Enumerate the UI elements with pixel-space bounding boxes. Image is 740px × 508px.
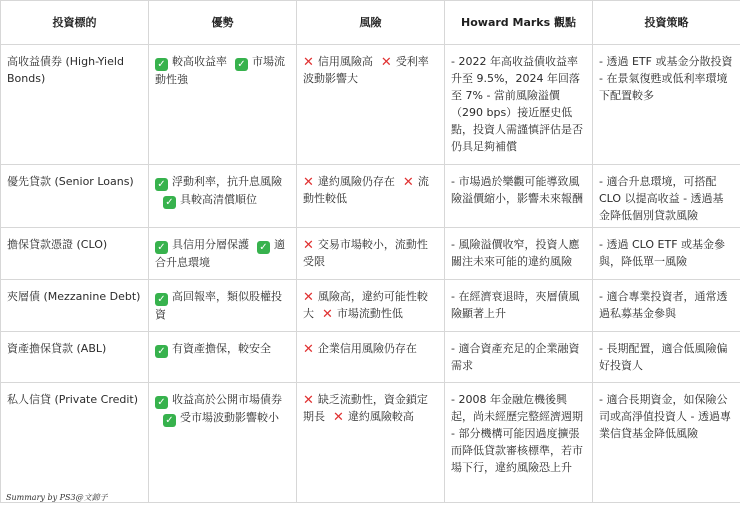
pros-cell: [149, 280, 297, 332]
check-mark-icon: ✓: [155, 241, 168, 254]
pro-text: 較高收益率: [172, 55, 227, 68]
marks-view-cell: - 2022 年高收益債收益率升至 9.5%，2024 年回落至 7% - 當前風險溢價（290 bps）接近歷史低點，投資人需謹慎評估是否仍具足夠補償: [445, 45, 593, 165]
con-text: 交易市場較小，流動性受限: [303, 238, 428, 268]
strategy-cell: - 透過 CLO ETF 或基金參與，降低單一風險: [593, 228, 740, 280]
pros-cell: [149, 165, 297, 228]
check-mark-icon: ✓: [155, 293, 168, 306]
table-row: [1, 332, 740, 383]
check-mark-icon: ✓: [155, 178, 168, 191]
con-text: 違約風險較高: [347, 410, 414, 423]
strategy-cell: - 適合專業投資者，通常透過私募基金參與: [593, 280, 740, 332]
cross-mark-icon: ✕: [303, 55, 314, 70]
con-text: 信用風險高: [317, 55, 373, 68]
cons-cell: [297, 165, 445, 228]
con-text: 風險高，違約可能性較大: [303, 290, 428, 320]
con-text: 受利率波動影響大: [303, 55, 429, 85]
cons-cell: [297, 45, 445, 165]
header-asset: 投資標的: [1, 1, 149, 45]
header-pros: 優勢: [149, 1, 297, 45]
footer-signature: Summary by PS3@文錦子: [6, 493, 108, 502]
pro-text: 具較高清償順位: [180, 193, 257, 206]
check-mark-icon: ✓: [163, 414, 176, 427]
cross-mark-icon: ✕: [303, 238, 314, 253]
marks-view-cell: - 適合資產充足的企業融資需求: [445, 332, 593, 383]
strategy-cell: - 透過 ETF 或基金分散投資 - 在景氣復甦或低利率環境下配置較多: [593, 45, 740, 165]
header-row: [1, 1, 740, 45]
cons-cell: [297, 332, 445, 383]
pro-text: 受市場波動影響較小: [180, 411, 279, 424]
marks-view-cell: - 市場過於樂觀可能導致風險溢價縮小，影響未來報酬: [445, 165, 593, 228]
strategy-cell: - 長期配置，適合低風險偏好投資人: [593, 332, 740, 383]
cross-mark-icon: ✕: [303, 290, 314, 305]
check-mark-icon: ✓: [155, 58, 168, 71]
cons-cell: [297, 383, 445, 503]
check-mark-icon: ✓: [155, 396, 168, 409]
cross-mark-icon: ✕: [333, 410, 344, 425]
marks-view-cell: - 在經濟衰退時，夾層債風險顯著上升: [445, 280, 593, 332]
pro-text: 高回報率，類似股權投資: [155, 290, 282, 321]
header-cons: 風險: [297, 1, 445, 45]
check-mark-icon: ✓: [235, 58, 248, 71]
con-text: 流動性較低: [303, 175, 429, 205]
asset-cell: 資產擔保貸款 (ABL): [1, 332, 149, 383]
table-row: [1, 45, 740, 165]
cross-mark-icon: ✕: [402, 175, 414, 190]
table-row: [1, 228, 740, 280]
pro-text: 市場流動性強: [155, 55, 285, 86]
cons-cell: [297, 228, 445, 280]
table-row: [1, 383, 740, 503]
pro-text: 適合升息環境: [155, 238, 285, 269]
pros-cell: [149, 45, 297, 165]
asset-cell: 優先貸款 (Senior Loans): [1, 165, 149, 228]
cross-mark-icon: ✕: [303, 175, 314, 190]
check-mark-icon: ✓: [163, 196, 176, 209]
strategy-cell: - 適合升息環境，可搭配 CLO 以提高收益 - 透過基金降低個別貸款風險: [593, 165, 740, 228]
pro-text: 有資產擔保，較安全: [172, 342, 271, 355]
cross-mark-icon: ✕: [322, 307, 333, 322]
pros-cell: [149, 228, 297, 280]
pro-text: 浮動利率，抗升息風險: [172, 175, 282, 188]
asset-cell: 高收益債券 (High-Yield Bonds): [1, 45, 149, 165]
pros-cell: [149, 383, 297, 503]
asset-cell: 擔保貸款憑證 (CLO): [1, 228, 149, 280]
table-row: [1, 165, 740, 228]
con-text: 企業信用風險仍存在: [317, 342, 417, 355]
marks-view-cell: - 2008 年金融危機後興起，尚未經歷完整經濟週期 - 部分機構可能因過度擴張而降低貸款審核標準，若市場下行，違約風險恐上升: [445, 383, 593, 503]
cross-mark-icon: ✕: [303, 342, 314, 357]
con-text: 違約風險仍存在: [317, 175, 395, 188]
header-marks-view: Howard Marks 觀點: [445, 1, 593, 45]
pro-text: 具信用分層保護: [172, 238, 249, 251]
check-mark-icon: ✓: [155, 345, 168, 358]
strategy-cell: - 適合長期資金，如保險公司或高淨值投資人 - 透過專業信貸基金降低風險: [593, 383, 740, 503]
table-row: [1, 280, 740, 332]
header-strategy: 投資策略: [593, 1, 740, 45]
cross-mark-icon: ✕: [380, 55, 392, 70]
marks-view-cell: - 風險溢價收窄，投資人應關注未來可能的違約風險: [445, 228, 593, 280]
con-text: 市場流動性低: [336, 307, 403, 320]
cons-cell: [297, 280, 445, 332]
cross-mark-icon: ✕: [303, 393, 314, 408]
pros-cell: [149, 332, 297, 383]
check-mark-icon: ✓: [257, 241, 270, 254]
con-text: 缺乏流動性，資金鎖定期長: [303, 393, 428, 423]
pro-text: 收益高於公開市場債券: [172, 393, 282, 406]
asset-cell: 私人信貸 (Private Credit): [1, 383, 149, 503]
asset-cell: 夾層債 (Mezzanine Debt): [1, 280, 149, 332]
